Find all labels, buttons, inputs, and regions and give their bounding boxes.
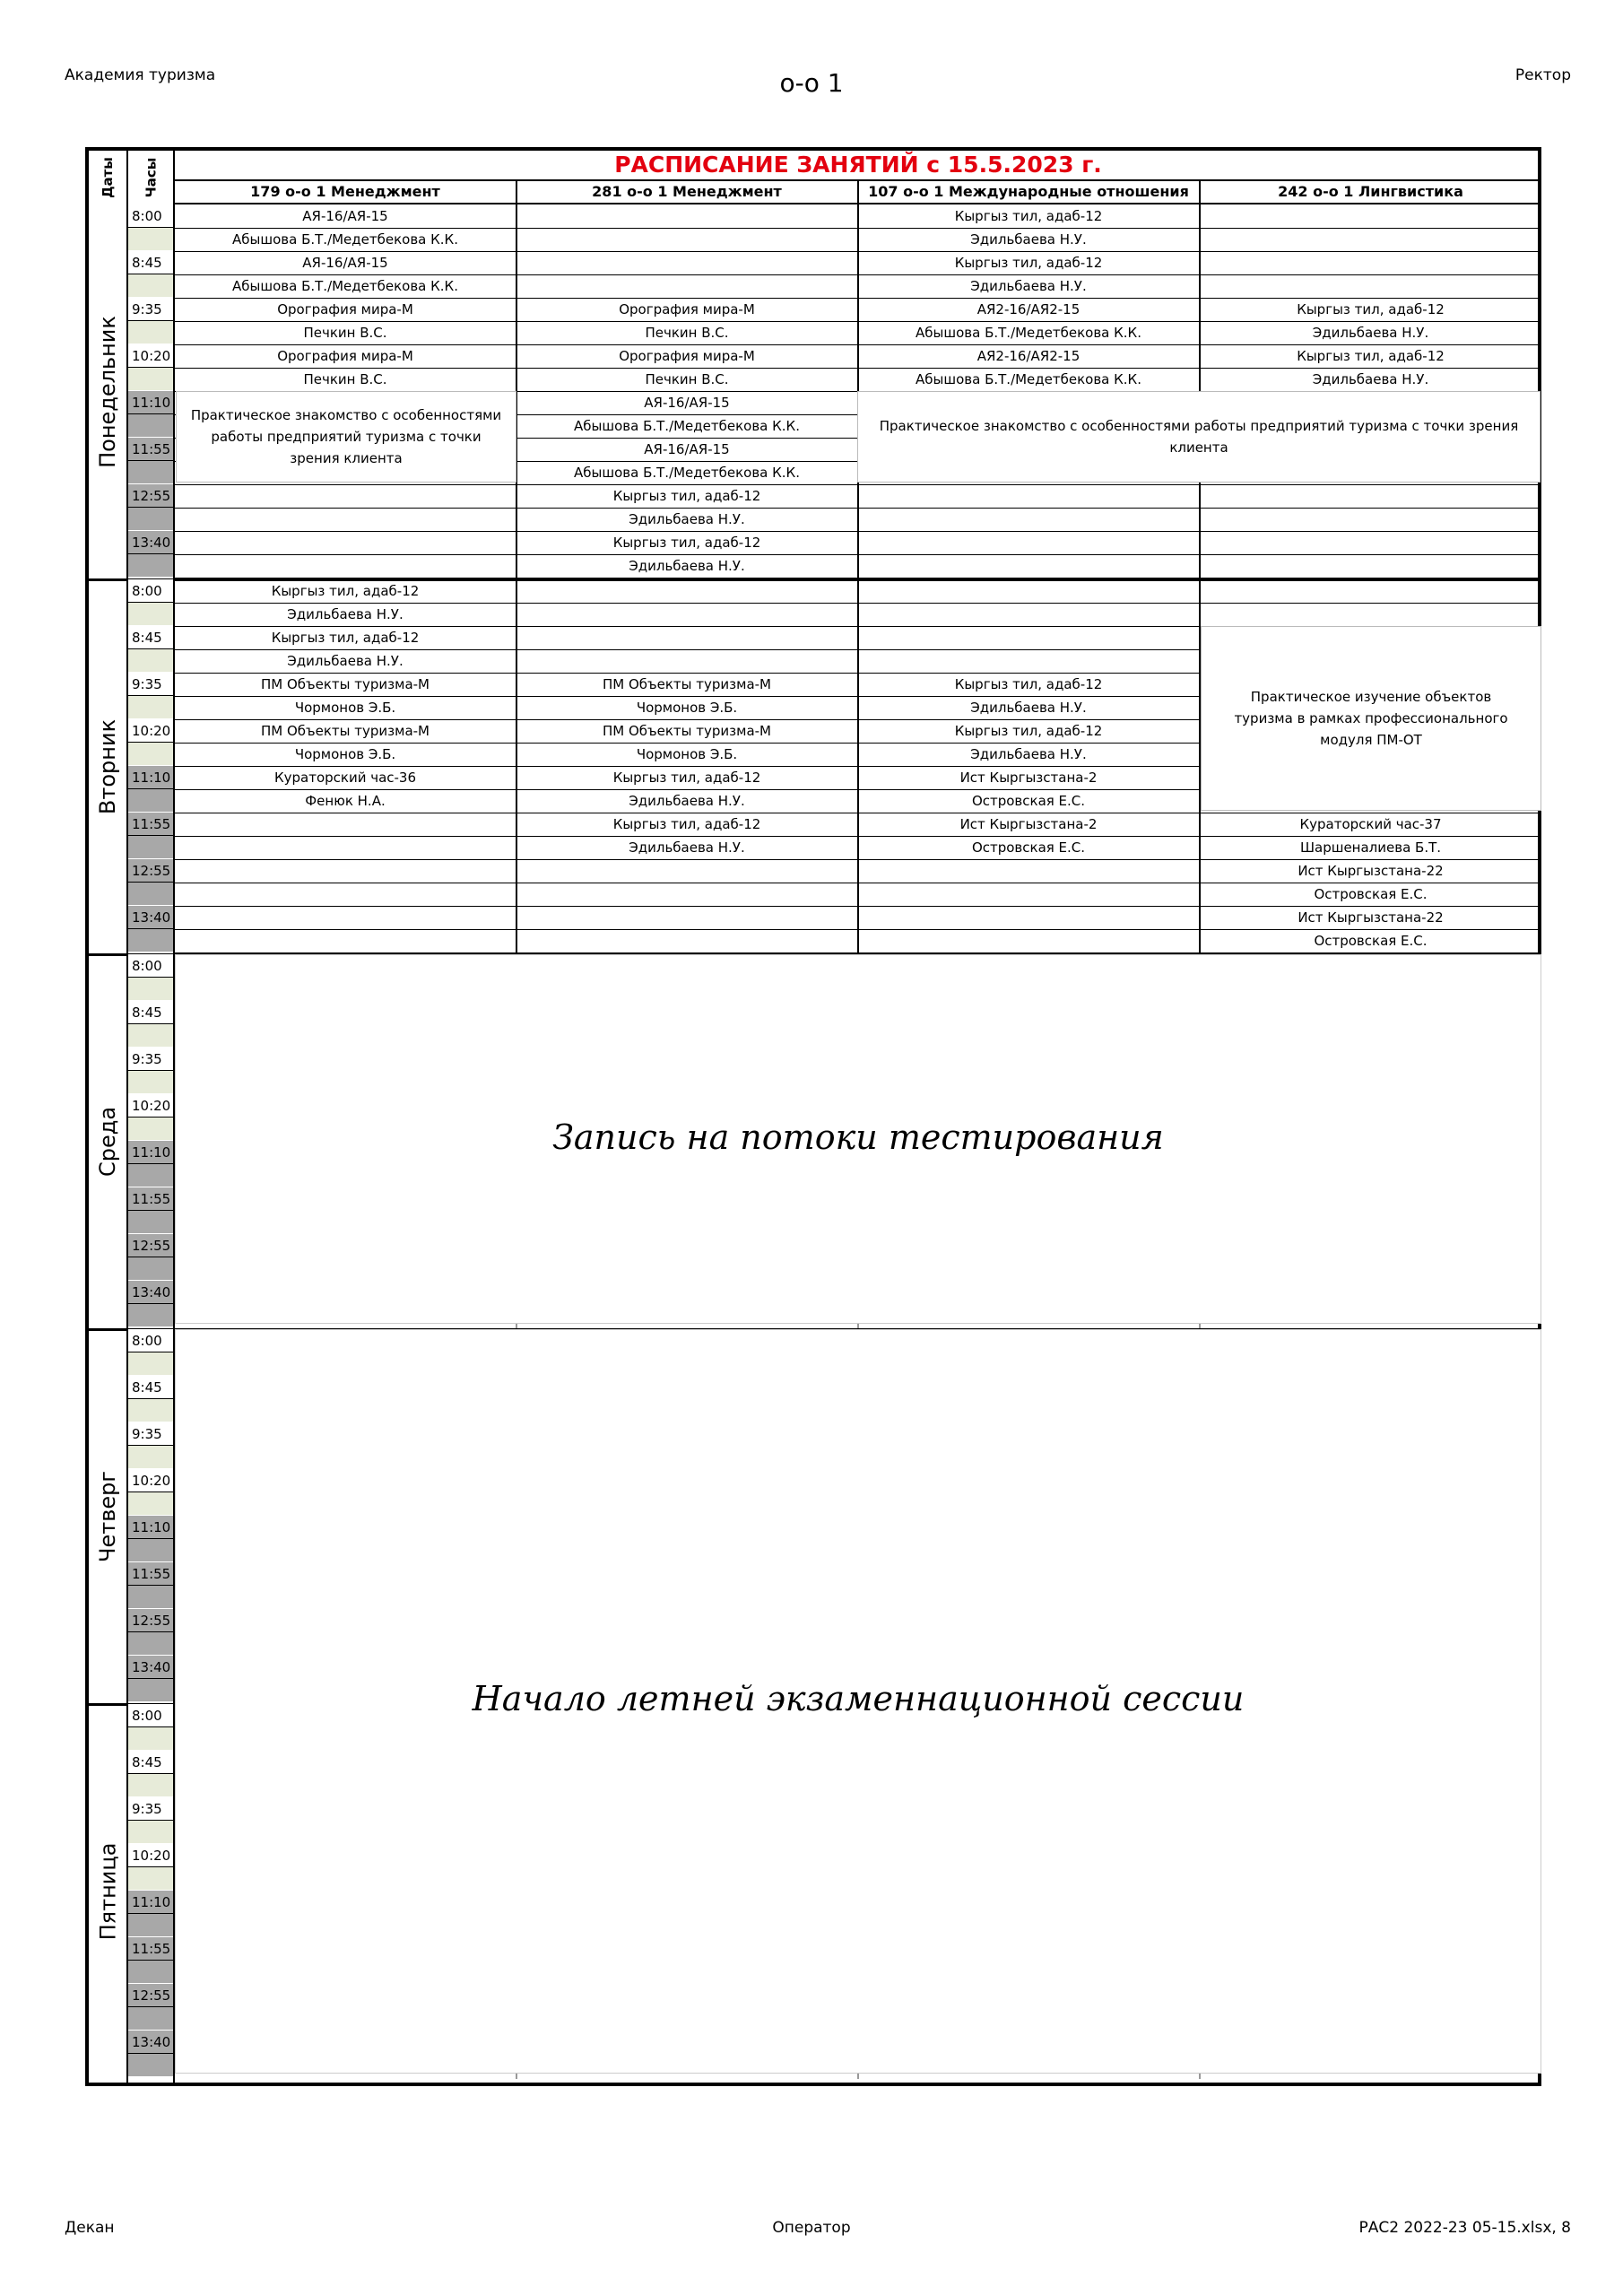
schedule-cell: Эдильбаева Н.У. bbox=[629, 839, 745, 856]
column-header-242: 242 о-о 1 Лингвистика bbox=[1278, 183, 1463, 200]
footer-left: Декан bbox=[65, 2219, 115, 2237]
hour-label: 11:55 bbox=[128, 1187, 173, 1211]
hour-label: 13:40 bbox=[128, 1281, 173, 1304]
schedule-cell: Ист Кыргызстана-22 bbox=[1298, 909, 1444, 926]
hour-label: 11:10 bbox=[128, 1516, 173, 1539]
hour-label: 11:55 bbox=[128, 813, 173, 836]
hour-slot bbox=[128, 1329, 173, 1376]
schedule-cell: Чормонов Э.Б. bbox=[294, 700, 396, 716]
hour-label: 11:10 bbox=[128, 1891, 173, 1914]
hour-label: 11:55 bbox=[128, 1937, 173, 1961]
hour-slot bbox=[128, 1937, 173, 1984]
hour-label: 12:55 bbox=[128, 859, 173, 883]
hour-label: 13:40 bbox=[128, 906, 173, 929]
hour-label: 8:00 bbox=[128, 1329, 173, 1352]
hour-slot bbox=[128, 1094, 173, 1141]
hour-label: 13:40 bbox=[128, 2031, 173, 2054]
schedule-cell: Печкин В.С. bbox=[645, 325, 729, 341]
schedule-cell: АЯ-16/АЯ-15 bbox=[644, 441, 730, 457]
schedule-cell: Чормонов Э.Б. bbox=[636, 700, 738, 716]
schedule-cell: Кыргыз тил, адаб-12 bbox=[612, 488, 761, 504]
hour-slot bbox=[128, 766, 173, 813]
schedule-cell: АЯ-16/АЯ-15 bbox=[302, 208, 388, 224]
schedule-cell: Абышова Б.Т./Медетбекова К.К. bbox=[574, 465, 800, 481]
hour-label: 10:20 bbox=[128, 719, 173, 743]
schedule-cell: Кыргыз тил, адаб-12 bbox=[954, 723, 1103, 739]
schedule-cell: АЯ-16/АЯ-15 bbox=[644, 395, 730, 411]
schedule-cell: АЯ2-16/АЯ2-15 bbox=[976, 348, 1081, 364]
header-left: Академия туризма bbox=[65, 66, 216, 84]
schedule-cell: ПМ Объекты туризма-М bbox=[602, 676, 771, 692]
day-label: Вторник bbox=[95, 718, 120, 815]
schedule-cell: Эдильбаева Н.У. bbox=[629, 558, 745, 574]
schedule-cell: Орография мира-М bbox=[619, 348, 755, 364]
schedule-cell: Эдильбаева Н.У. bbox=[629, 793, 745, 809]
hour-slot bbox=[128, 1609, 173, 1656]
hour-slot bbox=[128, 2031, 173, 2077]
hour-slot bbox=[128, 1844, 173, 1891]
hour-label: 9:35 bbox=[128, 1797, 173, 1821]
schedule-cell: Абышова Б.Т./Медетбекова К.К. bbox=[232, 231, 458, 248]
hour-slot bbox=[128, 1656, 173, 1702]
schedule-cell: Островская Е.С. bbox=[971, 839, 1086, 856]
hour-slot bbox=[128, 1376, 173, 1422]
hour-slot bbox=[128, 1281, 173, 1327]
hour-slot bbox=[128, 579, 173, 626]
hour-slot bbox=[128, 438, 173, 484]
testing-message: Запись на потоки тестирования bbox=[552, 1118, 1164, 1157]
schedule-cell: Кыргыз тил, адаб-12 bbox=[1297, 301, 1445, 317]
hours-header: Часы bbox=[142, 157, 159, 198]
practice-note-242: Практическое изучение объектов туризма в рамках профессионального модуля ПМ-ОТ bbox=[1201, 626, 1541, 811]
schedule-cell: Кыргыз тил, адаб-12 bbox=[612, 770, 761, 786]
schedule-cell: Абышова Б.Т./Медетбекова К.К. bbox=[916, 371, 1141, 387]
hour-slot bbox=[128, 1984, 173, 2031]
schedule-cell: Фенюк Н.А. bbox=[305, 793, 386, 809]
schedule-cell: Чормонов Э.Б. bbox=[636, 746, 738, 762]
schedule-cell: Абышова Б.Т./Медетбекова К.К. bbox=[232, 278, 458, 294]
hour-label: 9:35 bbox=[128, 1422, 173, 1446]
session-message: Начало летней экзаменнационной сессии bbox=[472, 1679, 1245, 1718]
column-header-179: 179 о-о 1 Менеджмент bbox=[250, 183, 440, 200]
schedule-title: РАСПИСАНИЕ ЗАНЯТИЙ с 15.5.2023 г. bbox=[614, 152, 1102, 178]
day-label: Среда bbox=[95, 1106, 120, 1178]
schedule-cell: Кыргыз тил, адаб-12 bbox=[271, 583, 420, 599]
hour-label: 12:55 bbox=[128, 484, 173, 508]
hour-slot bbox=[128, 1001, 173, 1048]
hour-label: 8:00 bbox=[128, 204, 173, 228]
schedule-cell: Кыргыз тил, адаб-12 bbox=[954, 255, 1103, 271]
schedule-table bbox=[85, 147, 1541, 2086]
hour-slot bbox=[128, 673, 173, 719]
hour-slot bbox=[128, 1141, 173, 1187]
hour-slot bbox=[128, 1048, 173, 1094]
hour-label: 8:45 bbox=[128, 626, 173, 649]
hour-slot bbox=[128, 344, 173, 391]
hour-slot bbox=[128, 1469, 173, 1516]
footer-center: Оператор bbox=[772, 2219, 851, 2237]
dates-header: Даты bbox=[100, 157, 116, 198]
schedule-cell: Ист Кыргызстана-2 bbox=[959, 816, 1098, 832]
practice-note-107-242: Практическое знакомство с особенностями работы предприятий туризма с точки зрения клиента bbox=[857, 391, 1541, 483]
hour-slot bbox=[128, 859, 173, 906]
schedule-cell: ПМ Объекты туризма-М bbox=[260, 676, 430, 692]
day-label: Понедельник bbox=[95, 316, 121, 468]
hour-slot bbox=[128, 391, 173, 438]
footer-right: РАС2 2022-23 05-15.xlsx, 8 bbox=[1358, 2219, 1571, 2237]
hour-label: 8:45 bbox=[128, 1001, 173, 1024]
day-label: Пятница bbox=[95, 1842, 121, 1941]
hour-label: 8:45 bbox=[128, 251, 173, 274]
hour-label: 13:40 bbox=[128, 1656, 173, 1679]
schedule-cell: АЯ2-16/АЯ2-15 bbox=[976, 301, 1081, 317]
hour-label: 12:55 bbox=[128, 1609, 173, 1632]
hour-slot bbox=[128, 1516, 173, 1562]
schedule-cell: Ист Кыргызстана-2 bbox=[959, 770, 1098, 786]
schedule-cell: Эдильбаева Н.У. bbox=[970, 231, 1087, 248]
schedule-cell: Эдильбаева Н.У. bbox=[629, 511, 745, 527]
hour-slot bbox=[128, 1704, 173, 1751]
schedule-cell: Кыргыз тил, адаб-12 bbox=[954, 676, 1103, 692]
schedule-cell: ПМ Объекты туризма-М bbox=[260, 723, 430, 739]
schedule-cell: Кыргыз тил, адаб-12 bbox=[612, 535, 761, 551]
schedule-cell: Эдильбаева Н.У. bbox=[970, 278, 1087, 294]
schedule-cell: АЯ-16/АЯ-15 bbox=[302, 255, 388, 271]
schedule-cell: Эдильбаева Н.У. bbox=[970, 700, 1087, 716]
hour-slot bbox=[128, 954, 173, 1001]
hour-label: 11:10 bbox=[128, 766, 173, 789]
schedule-cell: Кыргыз тил, адаб-12 bbox=[954, 208, 1103, 224]
schedule-cell: Абышова Б.Т./Медетбекова К.К. bbox=[574, 418, 800, 434]
hour-slot bbox=[128, 906, 173, 952]
hour-slot bbox=[128, 1234, 173, 1281]
schedule-cell: Кураторский час-36 bbox=[273, 770, 417, 786]
schedule-cell: Островская Е.С. bbox=[1314, 886, 1428, 902]
hour-slot bbox=[128, 484, 173, 531]
hour-slot bbox=[128, 1751, 173, 1797]
hour-label: 9:35 bbox=[128, 1048, 173, 1071]
hour-label: 10:20 bbox=[128, 1469, 173, 1492]
schedule-cell: Эдильбаева Н.У. bbox=[1312, 371, 1429, 387]
day-label: Четверг bbox=[95, 1471, 121, 1562]
schedule-cell: Кыргыз тил, адаб-12 bbox=[271, 630, 420, 646]
hour-label: 8:00 bbox=[128, 1704, 173, 1727]
hour-label: 12:55 bbox=[128, 1234, 173, 1257]
hour-slot bbox=[128, 298, 173, 344]
hour-label: 11:55 bbox=[128, 438, 173, 461]
hour-label: 13:40 bbox=[128, 531, 173, 554]
schedule-cell: Эдильбаева Н.У. bbox=[287, 653, 404, 669]
schedule-cell: Островская Е.С. bbox=[1314, 933, 1428, 949]
hour-label: 10:20 bbox=[128, 1094, 173, 1118]
hour-label: 11:10 bbox=[128, 391, 173, 414]
hour-label: 8:00 bbox=[128, 954, 173, 978]
hour-label: 11:10 bbox=[128, 1141, 173, 1164]
hour-slot bbox=[128, 531, 173, 578]
hour-slot bbox=[128, 1422, 173, 1469]
schedule-cell: Кыргыз тил, адаб-12 bbox=[1297, 348, 1445, 364]
column-header-281: 281 о-о 1 Менеджмент bbox=[592, 183, 782, 200]
hour-label: 8:45 bbox=[128, 1376, 173, 1399]
hour-label: 8:00 bbox=[128, 579, 173, 603]
hour-slot bbox=[128, 1562, 173, 1609]
header-center: о-о 1 bbox=[779, 68, 844, 98]
schedule-cell: Эдильбаева Н.У. bbox=[287, 606, 404, 622]
schedule-cell: Кыргыз тил, адаб-12 bbox=[612, 816, 761, 832]
hour-label: 11:55 bbox=[128, 1562, 173, 1586]
hour-slot bbox=[128, 204, 173, 251]
schedule-cell: Островская Е.С. bbox=[971, 793, 1086, 809]
schedule-cell: Шаршеналиева Б.Т. bbox=[1299, 839, 1442, 856]
schedule-cell: Печкин В.С. bbox=[303, 371, 387, 387]
hour-label: 10:20 bbox=[128, 1844, 173, 1867]
hour-slot bbox=[128, 251, 173, 298]
schedule-cell: Эдильбаева Н.У. bbox=[970, 746, 1087, 762]
hour-slot bbox=[128, 813, 173, 859]
hour-label: 10:20 bbox=[128, 344, 173, 368]
hour-label: 12:55 bbox=[128, 1984, 173, 2007]
schedule-cell: ПМ Объекты туризма-М bbox=[602, 723, 771, 739]
hour-slot bbox=[128, 719, 173, 766]
hour-slot bbox=[128, 1891, 173, 1937]
schedule-cell: Орография мира-М bbox=[277, 348, 413, 364]
schedule-cell: Абышова Б.Т./Медетбекова К.К. bbox=[916, 325, 1141, 341]
practice-note-179: Практическое знакомство с особенностями работы предприятий туризма с точки зрения клиента bbox=[176, 391, 516, 483]
hour-label: 9:35 bbox=[128, 298, 173, 321]
schedule-cell: Ист Кыргызстана-22 bbox=[1298, 863, 1444, 879]
hour-label: 9:35 bbox=[128, 673, 173, 696]
schedule-cell: Эдильбаева Н.У. bbox=[1312, 325, 1429, 341]
schedule-cell: Печкин В.С. bbox=[645, 371, 729, 387]
schedule-cell: Орография мира-М bbox=[277, 301, 413, 317]
schedule-cell: Печкин В.С. bbox=[303, 325, 387, 341]
header-right: Ректор bbox=[1515, 66, 1571, 84]
hour-slot bbox=[128, 1187, 173, 1234]
schedule-cell: Чормонов Э.Б. bbox=[294, 746, 396, 762]
hour-slot bbox=[128, 1797, 173, 1844]
column-header-107: 107 о-о 1 Международные отношения bbox=[868, 183, 1189, 200]
hour-label: 8:45 bbox=[128, 1751, 173, 1774]
hour-slot bbox=[128, 626, 173, 673]
schedule-cell: Орография мира-М bbox=[619, 301, 755, 317]
schedule-cell: Кураторский час-37 bbox=[1299, 816, 1442, 832]
